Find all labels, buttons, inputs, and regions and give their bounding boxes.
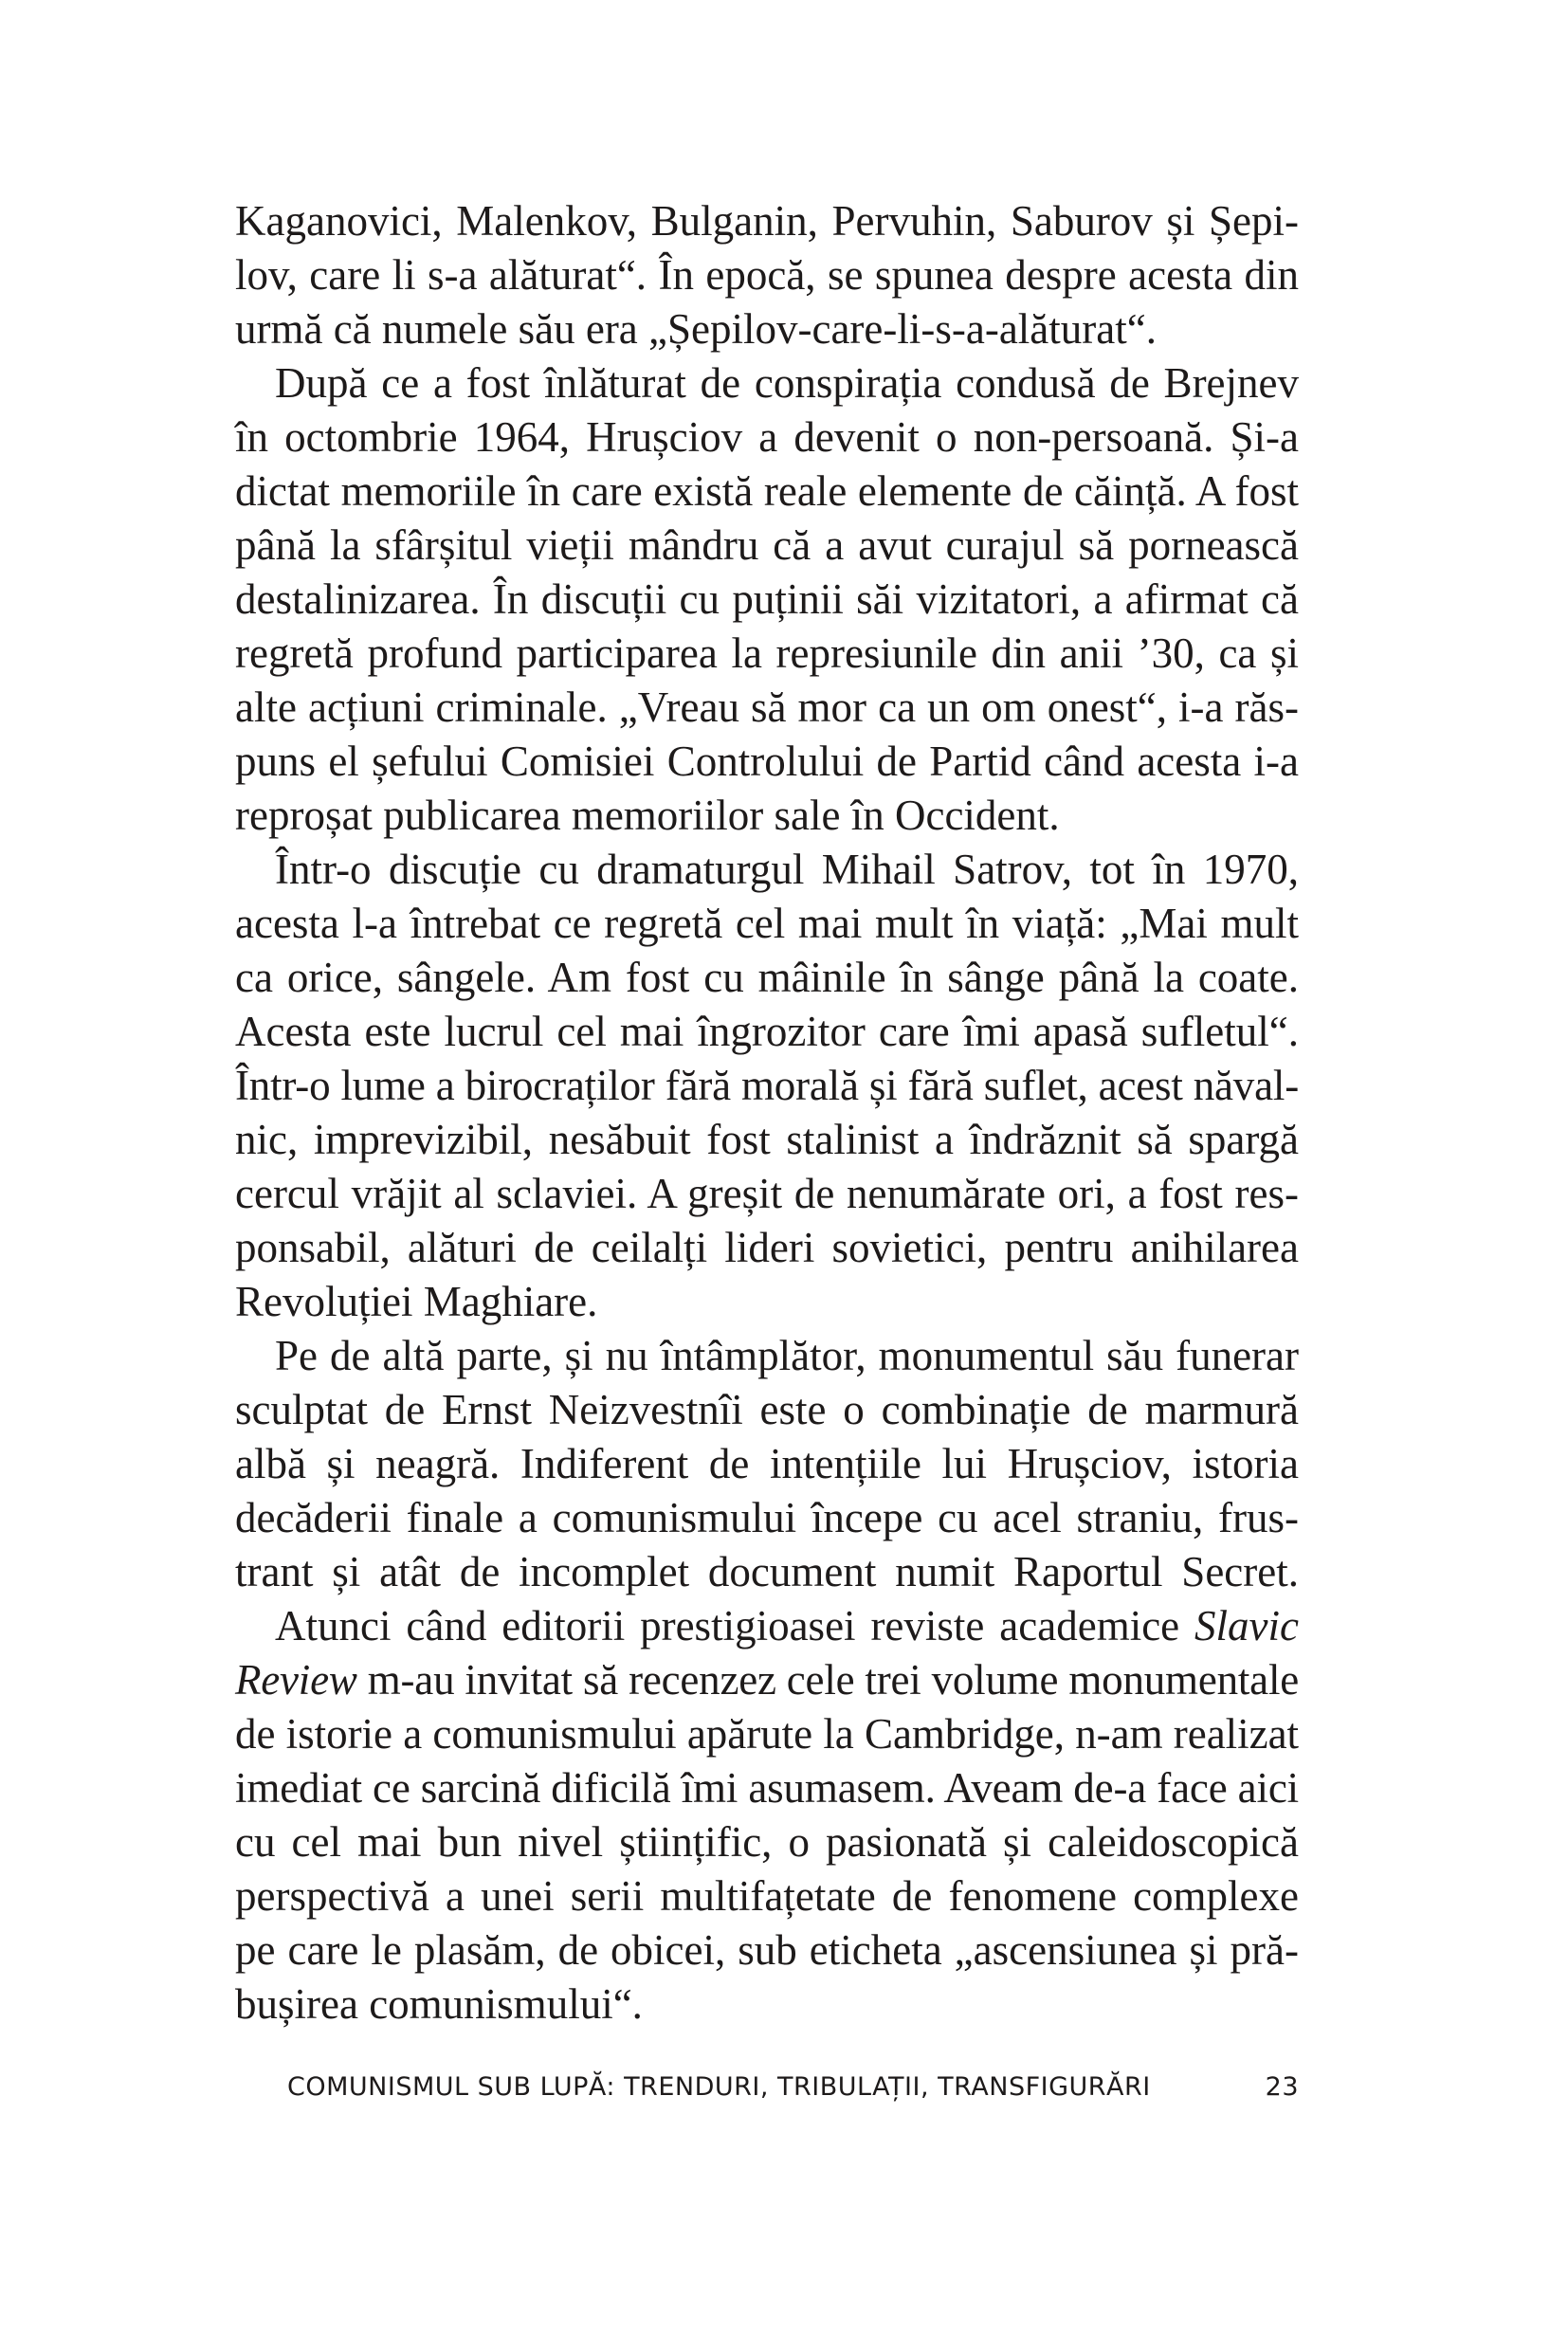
text-line: urmă că numele său era „Șepilov-care-li-s-a-alăturat“. <box>235 305 1157 353</box>
text-line: Într-o lume a birocraților fără morală și fără suflet, acest năval- <box>235 1062 1300 1109</box>
text-line: bușirea comunismului“. <box>235 1980 643 2028</box>
text-line: lov, care li s-a alăturat“. În epocă, se spunea despre acesta din <box>235 251 1299 299</box>
text-line: pe care le plasăm, de obicei, sub eticheta „ascensiunea și pră- <box>235 1926 1299 1974</box>
text-line: dictat memoriile în care există reale elemente de căință. A fost <box>235 467 1299 515</box>
text-line: Revoluției Maghiare. <box>235 1278 598 1325</box>
text-line: imediat ce sarcină dificilă îmi asumasem. Aveam de-a face aici <box>235 1764 1300 1812</box>
page-footer <box>287 2072 1299 2106</box>
body-text <box>235 194 1299 2032</box>
text-line: albă și neagră. Indiferent de intențiile lui Hrușciov, istoria <box>235 1440 1299 1487</box>
text-line: cercul vrăjit al sclaviei. A greșit de nenumărate ori, a fost res- <box>235 1170 1299 1217</box>
page-number: 23 <box>1265 2072 1299 2102</box>
text-line: reproșat publicarea memoriilor sale în Occident. <box>235 792 1060 839</box>
text-run: m-au invitat să recenzez cele trei volume monumentale <box>356 1656 1300 1704</box>
text-line: Kaganovici, Malenkov, Bulganin, Pervuhin, Saburov și Șepi- <box>235 197 1299 245</box>
text-line: sculptat de Ernst Neizvestnîi este o combinație de marmură <box>235 1386 1299 1433</box>
running-title: COMUNISMUL SUB LUPĂ: TRENDURI, TRIBULAȚII, TRANSFIGURĂRI <box>287 2072 1151 2102</box>
text-line: perspectivă a unei serii multifațetate de fenomene complexe <box>235 1872 1299 1920</box>
text-run: Atunci când editorii prestigioasei reviste academice <box>275 1602 1195 1649</box>
text-line: până la sfârșitul vieții mândru că a avut curajul să pornească <box>235 521 1299 569</box>
text-line: alte acțiuni criminale. „Vreau să mor ca un om onest“, i-a răs- <box>235 683 1299 731</box>
paragraph-first-line: Într-o discuție cu dramaturgul Mihail Satrov, tot în 1970, <box>275 846 1299 893</box>
text-line: cu cel mai bun nivel științific, o pasionată și caleidoscopică <box>235 1818 1299 1866</box>
text-line: în octombrie 1964, Hrușciov a devenit o non-persoană. Și-a <box>235 413 1299 461</box>
paragraph-first-line: După ce a fost înlăturat de conspirația condusă de Brejnev <box>275 359 1299 407</box>
text-line <box>235 1653 1299 1707</box>
text-line: acesta l-a întrebat ce regretă cel mai mult în viață: „Mai mult <box>235 900 1299 947</box>
italic-journal-title: Slavic <box>1194 1602 1299 1649</box>
text-line: puns el șefului Comisiei Controlului de Partid când acesta i-a <box>235 738 1299 785</box>
text-line: destalinizarea. În discuții cu puținii săi vizitatori, a afirmat că <box>235 575 1299 623</box>
text-line: Acesta este lucrul cel mai îngrozitor care îmi apasă sufletul“. <box>235 1008 1299 1055</box>
text-line: regretă profund participarea la represiunile din anii ’30, ca și <box>235 629 1299 677</box>
text-line: de istorie a comunismului apărute la Cambridge, n-am realizat <box>235 1710 1300 1758</box>
text-line: trant și atât de incomplet document numit Raportul Secret. <box>235 1548 1299 1595</box>
paragraph-first-line: Pe de altă parte, și nu întâmplător, monumentul său funerar <box>275 1332 1299 1379</box>
text-line: ponsabil, alături de ceilalți lideri sovietici, pentru anihilarea <box>235 1224 1299 1271</box>
text-line: nic, imprevizibil, nesăbuit fost stalinist a îndrăznit să spargă <box>235 1116 1299 1163</box>
text-line: ca orice, sângele. Am fost cu mâinile în sânge până la coate. <box>235 954 1299 1001</box>
italic-journal-title: Review <box>235 1656 357 1704</box>
text-line: decăderii finale a comunismului începe cu acel straniu, frus- <box>235 1494 1299 1541</box>
paragraph-first-line <box>235 1599 1299 1653</box>
